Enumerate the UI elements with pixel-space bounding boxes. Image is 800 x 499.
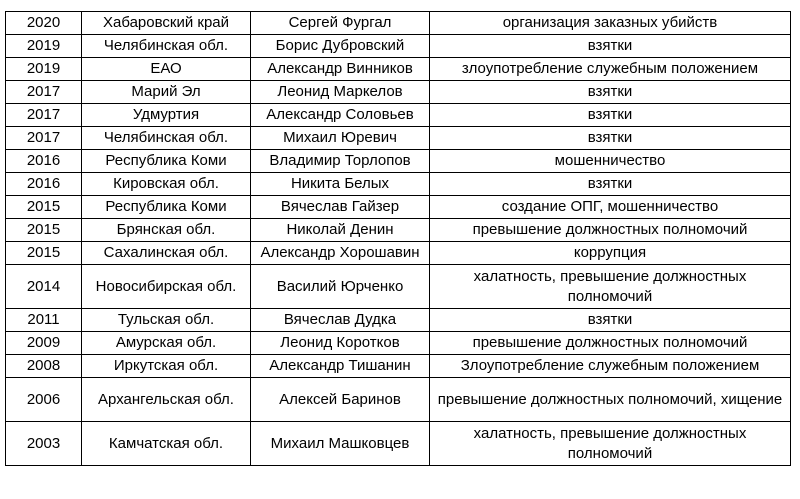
year-cell: 2016 — [6, 150, 82, 173]
name-cell: Михаил Машковцев — [251, 422, 430, 466]
charge-cell: коррупция — [430, 242, 791, 265]
table-row — [6, 150, 791, 173]
region-cell: Камчатская обл. — [82, 422, 251, 466]
table-row — [6, 196, 791, 219]
region-cell: Архангельская обл. — [82, 378, 251, 422]
charge-cell: халатность, превышение должностных полномочий — [430, 265, 791, 309]
region-cell: Иркутская обл. — [82, 355, 251, 378]
region-cell: Челябинская обл. — [82, 127, 251, 150]
year-cell: 2015 — [6, 196, 82, 219]
charge-cell: взятки — [430, 173, 791, 196]
table-row — [6, 355, 791, 378]
charge-cell: взятки — [430, 35, 791, 58]
charge-cell: превышение должностных полномочий — [430, 219, 791, 242]
charge-cell: взятки — [430, 309, 791, 332]
region-cell: Новосибирская обл. — [82, 265, 251, 309]
region-cell: Тульская обл. — [82, 309, 251, 332]
region-cell: Марий Эл — [82, 81, 251, 104]
table-row — [6, 309, 791, 332]
year-cell: 2017 — [6, 81, 82, 104]
charge-cell: Злоупотребление служебным положением — [430, 355, 791, 378]
name-cell: Михаил Юревич — [251, 127, 430, 150]
name-cell: Александр Тишанин — [251, 355, 430, 378]
charge-cell: мошенничество — [430, 150, 791, 173]
name-cell: Николай Денин — [251, 219, 430, 242]
charge-cell: превышение должностных полномочий — [430, 332, 791, 355]
name-cell: Владимир Торлопов — [251, 150, 430, 173]
charge-cell: халатность, превышение должностных полномочий — [430, 422, 791, 466]
name-cell: Сергей Фургал — [251, 12, 430, 35]
table-row — [6, 265, 791, 309]
table-row — [6, 12, 791, 35]
name-cell: Александр Хорошавин — [251, 242, 430, 265]
charge-cell: организация заказных убийств — [430, 12, 791, 35]
region-cell: Челябинская обл. — [82, 35, 251, 58]
region-cell: Сахалинская обл. — [82, 242, 251, 265]
charge-cell: взятки — [430, 81, 791, 104]
charge-cell: превышение должностных полномочий, хищение — [430, 378, 791, 422]
charge-cell: взятки — [430, 127, 791, 150]
region-cell: Республика Коми — [82, 150, 251, 173]
table-row — [6, 35, 791, 58]
year-cell: 2020 — [6, 12, 82, 35]
year-cell: 2011 — [6, 309, 82, 332]
name-cell: Алексей Баринов — [251, 378, 430, 422]
name-cell: Вячеслав Дудка — [251, 309, 430, 332]
region-cell: ЕАО — [82, 58, 251, 81]
year-cell: 2017 — [6, 127, 82, 150]
year-cell: 2006 — [6, 378, 82, 422]
table-row — [6, 58, 791, 81]
table-row — [6, 219, 791, 242]
region-cell: Брянская обл. — [82, 219, 251, 242]
table-row — [6, 332, 791, 355]
charge-cell: взятки — [430, 104, 791, 127]
name-cell: Леонид Коротков — [251, 332, 430, 355]
year-cell: 2008 — [6, 355, 82, 378]
year-cell: 2017 — [6, 104, 82, 127]
region-cell: Удмуртия — [82, 104, 251, 127]
year-cell: 2015 — [6, 219, 82, 242]
governors-table — [5, 11, 791, 466]
name-cell: Александр Винников — [251, 58, 430, 81]
name-cell: Александр Соловьев — [251, 104, 430, 127]
year-cell: 2009 — [6, 332, 82, 355]
charge-cell: злоупотребление служебным положением — [430, 58, 791, 81]
name-cell: Василий Юрченко — [251, 265, 430, 309]
year-cell: 2019 — [6, 58, 82, 81]
table-row — [6, 422, 791, 466]
charge-cell: создание ОПГ, мошенничество — [430, 196, 791, 219]
table-row — [6, 81, 791, 104]
table-row — [6, 173, 791, 196]
year-cell: 2015 — [6, 242, 82, 265]
region-cell: Республика Коми — [82, 196, 251, 219]
table-row — [6, 104, 791, 127]
name-cell: Леонид Маркелов — [251, 81, 430, 104]
table-row — [6, 242, 791, 265]
name-cell: Борис Дубровский — [251, 35, 430, 58]
year-cell: 2003 — [6, 422, 82, 466]
region-cell: Хабаровский край — [82, 12, 251, 35]
year-cell: 2014 — [6, 265, 82, 309]
region-cell: Амурская обл. — [82, 332, 251, 355]
name-cell: Вячеслав Гайзер — [251, 196, 430, 219]
year-cell: 2016 — [6, 173, 82, 196]
table-row — [6, 378, 791, 422]
table-row — [6, 127, 791, 150]
name-cell: Никита Белых — [251, 173, 430, 196]
year-cell: 2019 — [6, 35, 82, 58]
region-cell: Кировская обл. — [82, 173, 251, 196]
